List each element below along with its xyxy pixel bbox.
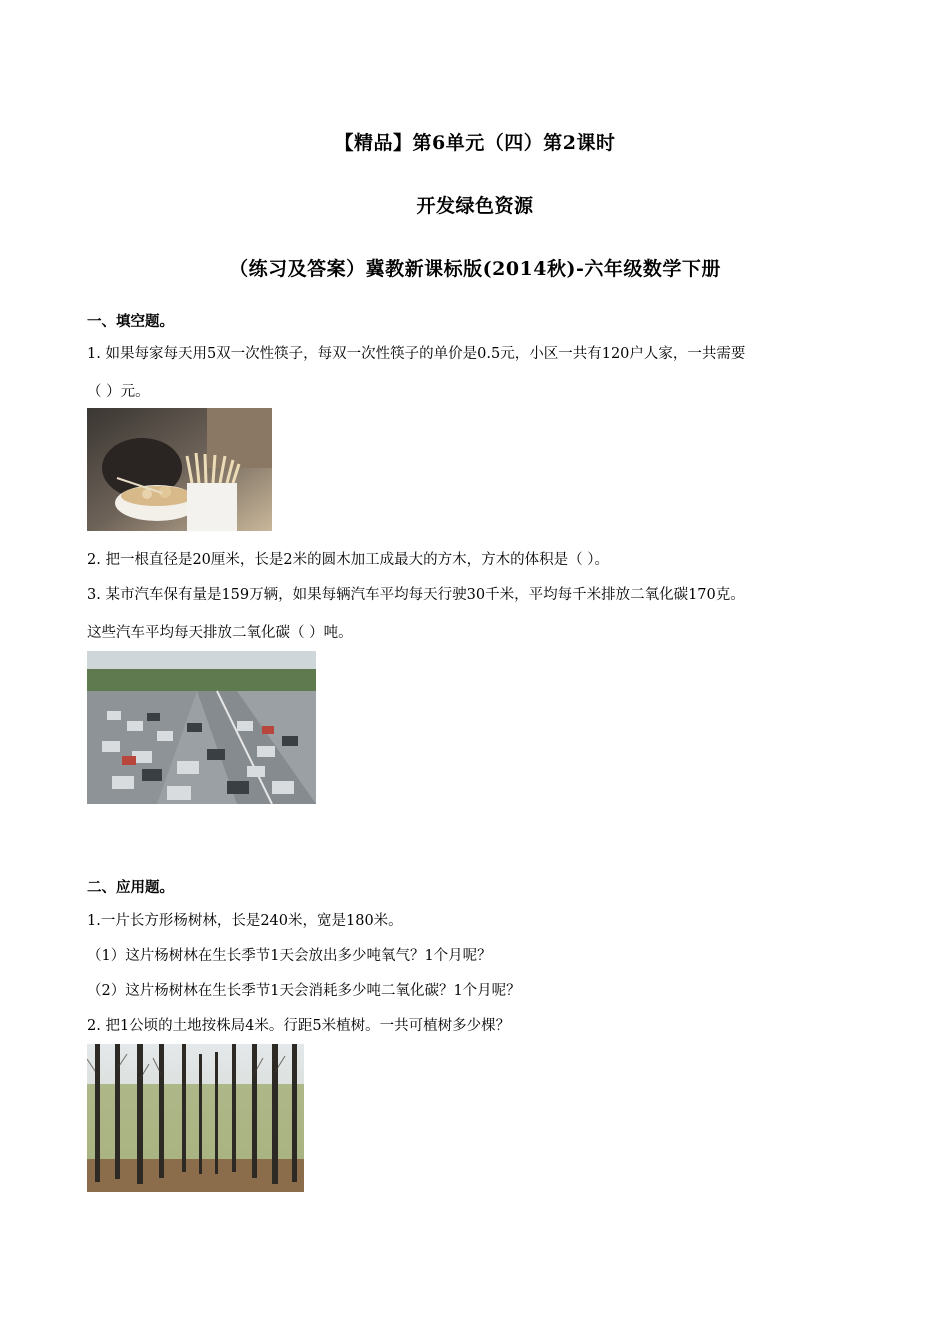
traffic-photo — [87, 651, 316, 804]
poplar-forest-photo — [87, 1044, 304, 1192]
title-line-3: （练习及答案）冀教新课标版(2014秋)-六年级数学下册 — [229, 258, 721, 280]
chopsticks-photo — [87, 408, 272, 531]
section2-heading: 二、应用题。 — [87, 879, 174, 896]
title-line-1: 【精品】第6单元（四）第2课时 — [334, 132, 616, 154]
application-question-1: 1.一片长方形杨树林，长是240米，宽是180米。 — [87, 913, 403, 929]
section1-heading: 一、填空题。 — [87, 313, 174, 330]
question-3-line-2: 这些汽车平均每天排放二氧化碳（ ）吨。 — [87, 625, 353, 641]
application-question-2: 2. 把1公顷的土地按株局4米。行距5米植树。一共可植树多少棵？ — [87, 1018, 511, 1034]
question-3-line-1: 3. 某市汽车保有量是159万辆，如果每辆汽车平均每天行驶30千米，平均每千米排放二氧化碳170克。 — [87, 587, 745, 603]
question-1-line-2: （ ）元。 — [87, 384, 150, 400]
application-question-1-part-1: （1）这片杨树林在生长季节1天会放出多少吨氧气？1个月呢？ — [87, 948, 492, 964]
question-1-line-1: 1. 如果每家每天用5双一次性筷子，每双一次性筷子的单价是0.5元，小区一共有120户人家，一共需要 — [87, 346, 746, 362]
application-question-1-part-2: （2）这片杨树林在生长季节1天会消耗多少吨二氧化碳？1个月呢？ — [87, 983, 521, 999]
question-2: 2. 把一根直径是20厘米，长是2米的圆木加工成最大的方木，方木的体积是（ ）。 — [87, 552, 609, 568]
title-line-2: 开发绿色资源 — [416, 195, 534, 217]
